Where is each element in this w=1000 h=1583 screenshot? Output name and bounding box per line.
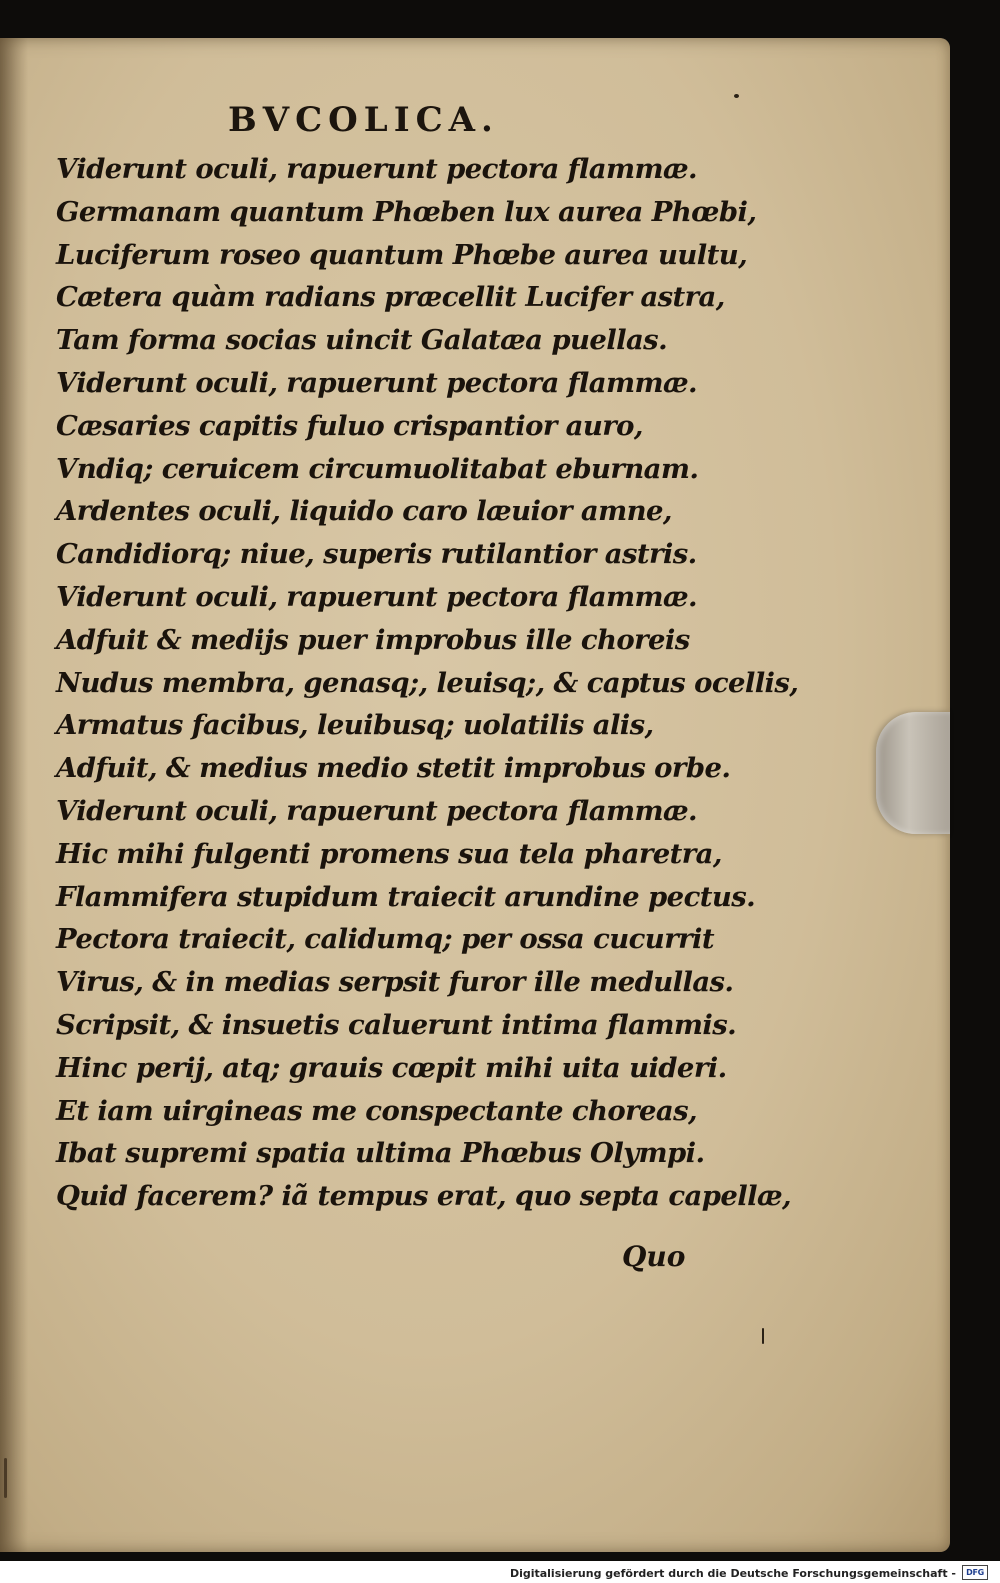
verse-line: Viderunt oculi, rapuerunt pectora flammæ. [56, 794, 697, 827]
verse-line: Ardentes oculi, liquido caro læuior amne, [56, 495, 672, 528]
verse-line: Scripsit, & insuetis caluerunt intima flammis. [56, 1008, 737, 1041]
verse-line: Cæsaries capitis fuluo crispantior auro, [56, 409, 643, 442]
page-speck [762, 1328, 764, 1344]
verse-line: Hinc perij, atq; grauis cœpit mihi uita uideri. [56, 1051, 727, 1084]
dfg-logo-text: DFG [966, 1568, 984, 1577]
page-speck [734, 94, 739, 98]
verse-line: Germanam quantum Phœben lux aurea Phœbi, [56, 195, 757, 228]
verse-list [56, 148, 799, 1218]
running-head: BVCOLICA. [228, 100, 499, 140]
verse-line: Vndiq; ceruicem circumuolitabat eburnam. [56, 452, 699, 485]
verse-line: Quid facerem? iã tempus erat, quo septa capellæ, [56, 1180, 791, 1213]
verse-line: Pectora traiecit, calidumq; per ossa cucurrit [56, 923, 714, 956]
verse-line: Adfuit & medijs puer improbus ille choreis [56, 623, 690, 656]
verse-line: Luciferum roseo quantum Phœbe aurea uultu, [56, 238, 748, 271]
dfg-logo-icon [962, 1565, 988, 1580]
verse-line: Hic mihi fulgenti promens sua tela pharetra, [56, 837, 722, 870]
verse-line: Viderunt oculi, rapuerunt pectora flammæ. [56, 153, 697, 185]
page-speck [4, 1458, 7, 1498]
verse-line: Ibat supremi spatia ultima Phœbus Olympi. [56, 1137, 705, 1170]
verse-line: Nudus membra, genasq;, leuisq;, & captus ocellis, [56, 666, 799, 699]
verse-line: Adfuit, & medius medio stetit improbus orbe. [56, 752, 731, 785]
verse-line: Viderunt oculi, rapuerunt pectora flammæ. [56, 580, 697, 613]
funding-credit: Digitalisierung gefördert durch die Deutsche Forschungsgemeinschaft - [509, 1567, 956, 1580]
verse-line: Flammifera stupidum traiecit arundine pectus. [56, 880, 756, 913]
verse-line: Viderunt oculi, rapuerunt pectora flammæ. [56, 366, 697, 399]
verse-line: Tam forma socias uincit Galatæa puellas. [56, 324, 668, 357]
verse-line: Virus, & in medias serpsit furor ille medullas. [56, 966, 734, 999]
catchword: Quo [622, 1240, 686, 1273]
verse-line: Armatus facibus, leuibusq; uolatilis alis, [56, 709, 654, 742]
page-clip [876, 712, 950, 834]
verse-line: Cætera quàm radians præcellit Lucifer astra, [56, 281, 725, 314]
digitization-footer [0, 1561, 1000, 1583]
verse-line: Candidiorq; niue, superis rutilantior astris. [56, 538, 697, 571]
verse-line: Et iam uirgineas me conspectante choreas, [56, 1094, 697, 1127]
